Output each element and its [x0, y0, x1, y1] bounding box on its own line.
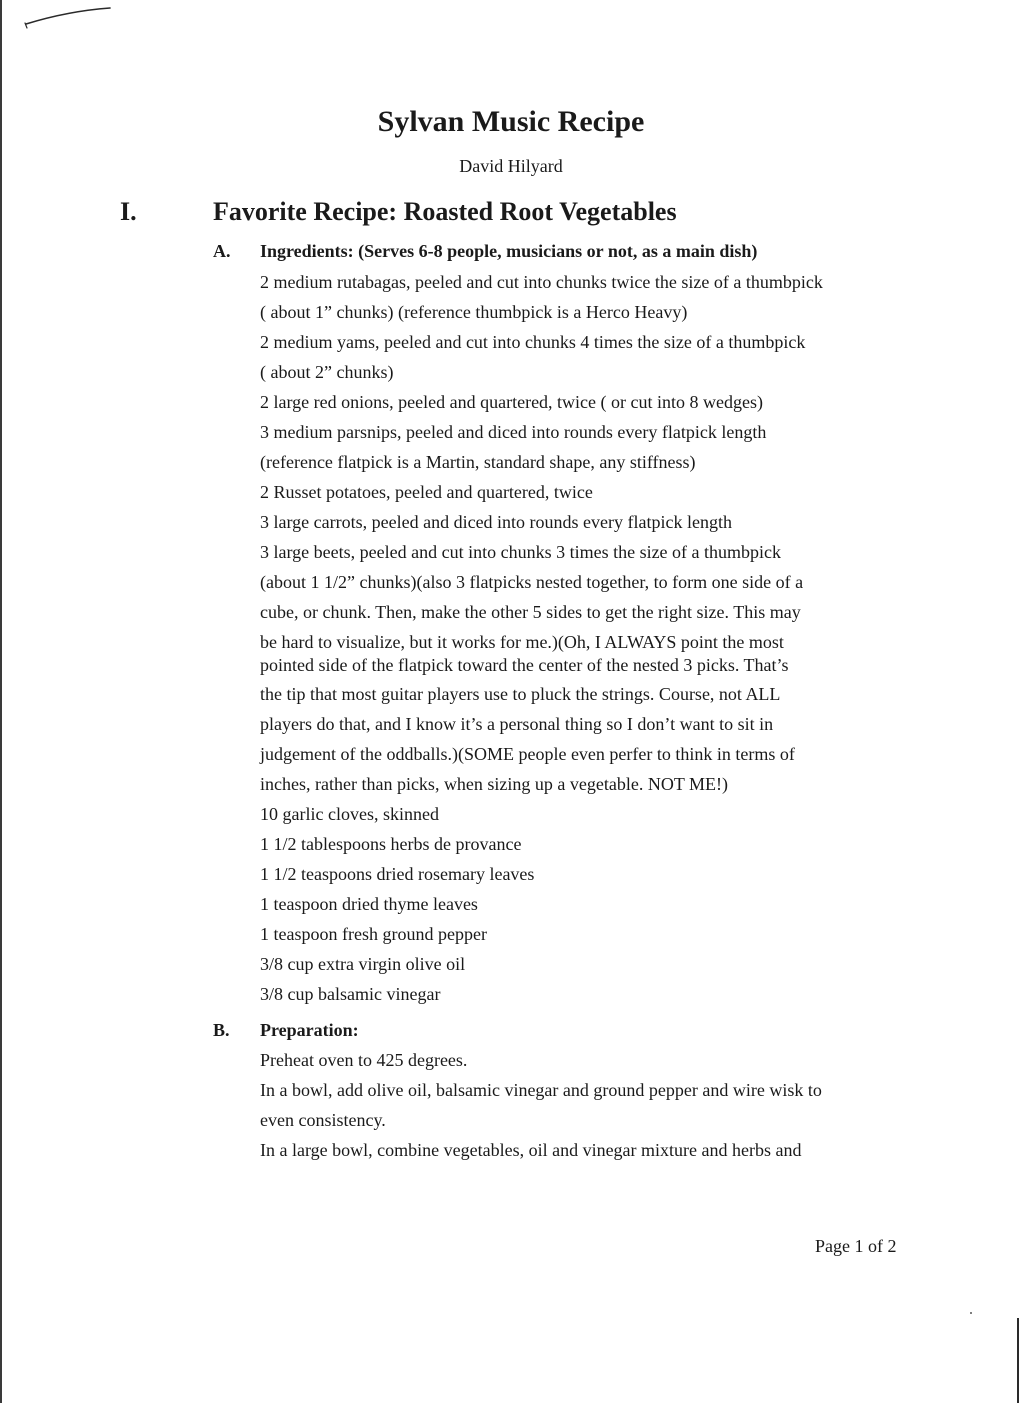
ingredient-line: 2 medium yams, peeled and cut into chunks 4 times the size of a thumbpick	[260, 332, 806, 352]
preparation-line: even consistency.	[260, 1110, 386, 1130]
ingredient-line: ( about 2” chunks)	[260, 362, 394, 382]
ingredient-line: the tip that most guitar players use to pluck the strings. Course, not ALL	[260, 684, 781, 704]
preparation-heading: Preparation:	[260, 1020, 359, 1040]
ingredient-line: 1 teaspoon fresh ground pepper	[260, 924, 487, 944]
ingredient-line: 1 1/2 tablespoons herbs de provance	[260, 834, 522, 854]
ingredient-line: 3/8 cup extra virgin olive oil	[260, 954, 466, 974]
preparation-letter: B.	[213, 1020, 230, 1040]
pen-stroke-mark	[22, 2, 114, 32]
scan-speck	[970, 1312, 972, 1314]
ingredient-line: ( about 1” chunks) (reference thumbpick is a Herco Heavy)	[260, 302, 688, 322]
ingredient-line: 3 medium parsnips, peeled and diced into rounds every flatpick length	[260, 422, 767, 442]
ingredient-line: be hard to visualize, but it works for me.)(Oh, I ALWAYS point the most	[260, 632, 784, 652]
ingredient-line: (about 1 1/2” chunks)(also 3 flatpicks nested together, to form one side of a	[260, 572, 804, 592]
ingredient-line: inches, rather than picks, when sizing up a vegetable. NOT ME!)	[260, 774, 729, 794]
ingredient-line: 3 large beets, peeled and cut into chunks 3 times the size of a thumbpick	[260, 542, 782, 562]
document-author: David Hilyard	[459, 156, 563, 176]
page-number: Page 1 of 2	[815, 1236, 897, 1256]
scan-edge-left	[0, 0, 2, 1403]
ingredient-line: 3 large carrots, peeled and diced into rounds every flatpick length	[260, 512, 732, 532]
ingredient-line: (reference flatpick is a Martin, standard shape, any stiffness)	[260, 452, 696, 472]
ingredient-line: 2 Russet potatoes, peeled and quartered, twice	[260, 482, 593, 502]
preparation-line: In a bowl, add olive oil, balsamic vinegar and ground pepper and wire wisk to	[260, 1080, 822, 1100]
ingredient-line: 2 medium rutabagas, peeled and cut into chunks twice the size of a thumbpick	[260, 272, 823, 292]
document-title: Sylvan Music Recipe	[377, 105, 645, 138]
section-numeral: I.	[120, 197, 137, 226]
ingredient-line: 1 teaspoon dried thyme leaves	[260, 894, 478, 914]
preparation-line: Preheat oven to 425 degrees.	[260, 1050, 468, 1070]
preparation-line: In a large bowl, combine vegetables, oil and vinegar mixture and herbs and	[260, 1140, 802, 1160]
ingredients-letter: A.	[213, 241, 231, 261]
ingredient-line: players do that, and I know it’s a personal thing so I don’t want to sit in	[260, 714, 774, 734]
ingredient-line: pointed side of the flatpick toward the center of the nested 3 picks. That’s	[260, 655, 789, 675]
ingredient-line: 10 garlic cloves, skinned	[260, 804, 439, 824]
section-heading: Favorite Recipe: Roasted Root Vegetables	[213, 197, 677, 226]
ingredient-line: 1 1/2 teaspoons dried rosemary leaves	[260, 864, 535, 884]
ingredient-line: 2 large red onions, peeled and quartered, twice ( or cut into 8 wedges)	[260, 392, 763, 412]
scan-edge-right	[1017, 1318, 1019, 1403]
ingredient-line: 3/8 cup balsamic vinegar	[260, 984, 441, 1004]
ingredients-heading: Ingredients: (Serves 6-8 people, musicians or not, as a main dish)	[260, 241, 758, 261]
ingredient-line: cube, or chunk. Then, make the other 5 sides to get the right size. This may	[260, 602, 801, 622]
ingredient-line: judgement of the oddballs.)(SOME people even perfer to think in terms of	[260, 744, 795, 764]
